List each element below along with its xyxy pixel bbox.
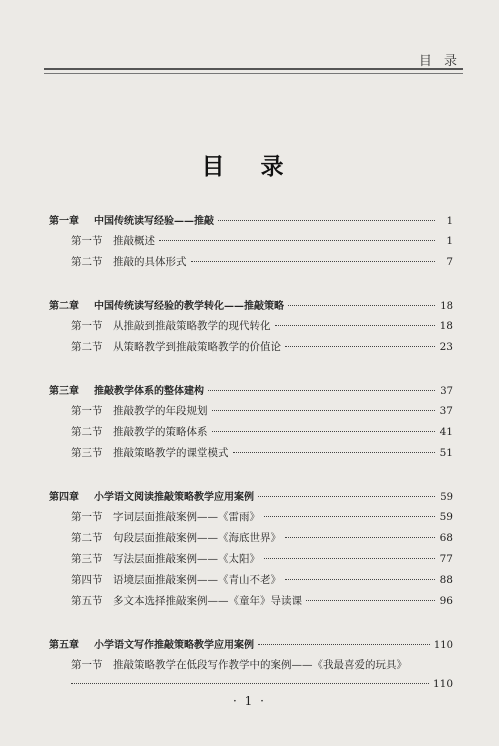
toc-section[interactable] <box>49 339 453 360</box>
chapter-title: 推敲教学体系的整体建构 <box>94 386 204 397</box>
section-number: 第四节 <box>71 574 103 586</box>
toc-section[interactable] <box>49 551 453 572</box>
section-number: 第一节 <box>71 235 103 247</box>
header-rule <box>44 68 463 70</box>
spacer <box>49 614 453 636</box>
section-title: 句段层面推敲案例——《海底世界》 <box>113 532 281 544</box>
section-title: 写法层面推敲案例——《太阳》 <box>113 553 260 565</box>
section-title: 从推敲到推敲策略教学的现代转化 <box>113 320 271 332</box>
page-ref: 110 <box>432 678 453 690</box>
page-title: 目 录 <box>201 154 298 180</box>
page-number: · 1 · <box>233 694 266 708</box>
leader-dots <box>288 305 435 306</box>
leader-dots <box>71 683 429 684</box>
section-title: 语境层面推敲案例——《青山不老》 <box>113 574 281 586</box>
toc-chapter[interactable] <box>49 488 453 509</box>
section-title: 推敲教学的策略体系 <box>113 426 208 438</box>
section-number: 第一节 <box>71 659 103 671</box>
spacer <box>49 275 453 297</box>
leader-dots <box>191 261 436 262</box>
section-number: 第五节 <box>71 595 103 607</box>
toc-section[interactable] <box>49 530 453 551</box>
leader-dots <box>264 516 435 517</box>
page-ref: 23 <box>439 341 453 353</box>
chapter-number: 第二章 <box>49 301 79 312</box>
section-number: 第二节 <box>71 256 103 268</box>
section-title: 推敲策略教学的课堂模式 <box>113 447 229 459</box>
page-ref: 51 <box>439 447 453 459</box>
section-title: 推敲概述 <box>113 235 155 247</box>
section-title: 多文本选择推敲案例——《童年》导读课 <box>113 595 302 607</box>
toc-section[interactable] <box>49 657 453 678</box>
toc-section[interactable] <box>49 572 453 593</box>
toc-section[interactable] <box>49 424 453 445</box>
toc-section[interactable] <box>49 233 453 254</box>
page-ref: 37 <box>439 405 453 417</box>
toc-section[interactable] <box>49 254 453 275</box>
page-ref: 88 <box>439 574 453 586</box>
toc-section[interactable] <box>49 318 453 339</box>
spacer <box>49 466 453 488</box>
section-title: 推敲策略教学在低段写作教学中的案例——《我最喜爱的玩具》 <box>113 659 407 671</box>
chapter-title: 中国传统读写经验——推敲 <box>94 216 214 227</box>
page-ref: 77 <box>439 553 453 565</box>
chapter-number: 第四章 <box>49 492 79 503</box>
leader-dots <box>212 410 436 411</box>
page-ref: 7 <box>446 256 453 268</box>
page-ref: 1 <box>446 235 453 247</box>
section-number: 第一节 <box>71 511 103 523</box>
leader-dots <box>306 600 435 601</box>
page-ref: 18 <box>439 320 453 332</box>
toc-chapter[interactable] <box>49 212 453 233</box>
leader-dots <box>159 240 435 241</box>
chapter-title: 小学语文阅读推敲策略教学应用案例 <box>94 492 254 503</box>
chapter-title: 中国传统读写经验的教学转化——推敲策略 <box>94 301 284 312</box>
page-ref: 59 <box>440 492 453 503</box>
chapter-number: 第一章 <box>49 216 79 227</box>
leader-dots <box>264 558 435 559</box>
header-rule-thin <box>44 73 463 74</box>
section-number: 第一节 <box>71 405 103 417</box>
page-ref: 96 <box>439 595 453 607</box>
page-ref: 1 <box>446 216 453 227</box>
page-ref: 37 <box>440 386 453 397</box>
page-ref: 68 <box>439 532 453 544</box>
toc-chapter[interactable] <box>49 636 453 657</box>
toc-chapter[interactable] <box>49 297 453 318</box>
toc-section[interactable] <box>49 445 453 466</box>
toc-chapter[interactable] <box>49 382 453 403</box>
page-ref: 41 <box>439 426 453 438</box>
toc-section[interactable] <box>49 593 453 614</box>
section-number: 第二节 <box>71 341 103 353</box>
toc-section[interactable] <box>49 509 453 530</box>
section-title: 推敲的具体形式 <box>113 256 187 268</box>
spacer <box>49 360 453 382</box>
chapter-number: 第五章 <box>49 640 79 651</box>
leader-dots <box>285 346 435 347</box>
leader-dots <box>275 325 436 326</box>
chapter-title: 小学语文写作推敲策略教学应用案例 <box>94 640 254 651</box>
section-number: 第二节 <box>71 532 103 544</box>
section-number: 第三节 <box>71 447 103 459</box>
section-number: 第一节 <box>71 320 103 332</box>
toc <box>49 212 453 698</box>
section-title: 推敲教学的年段规划 <box>113 405 208 417</box>
page-ref: 18 <box>440 301 453 312</box>
leader-dots <box>258 644 430 645</box>
leader-dots <box>258 496 435 497</box>
toc-section[interactable] <box>49 403 453 424</box>
leader-dots <box>208 390 435 391</box>
leader-dots <box>218 220 435 221</box>
section-title: 字词层面推敲案例——《雷雨》 <box>113 511 260 523</box>
chapter-number: 第三章 <box>49 386 79 397</box>
header-label: 目 录 <box>418 54 461 69</box>
leader-dots <box>285 537 435 538</box>
section-title: 从策略教学到推敲策略教学的价值论 <box>113 341 281 353</box>
leader-dots <box>285 579 435 580</box>
leader-dots <box>212 431 436 432</box>
leader-dots <box>233 452 436 453</box>
page-ref: 59 <box>439 511 453 523</box>
section-number: 第三节 <box>71 553 103 565</box>
page-ref: 110 <box>433 640 453 651</box>
section-number: 第二节 <box>71 426 103 438</box>
